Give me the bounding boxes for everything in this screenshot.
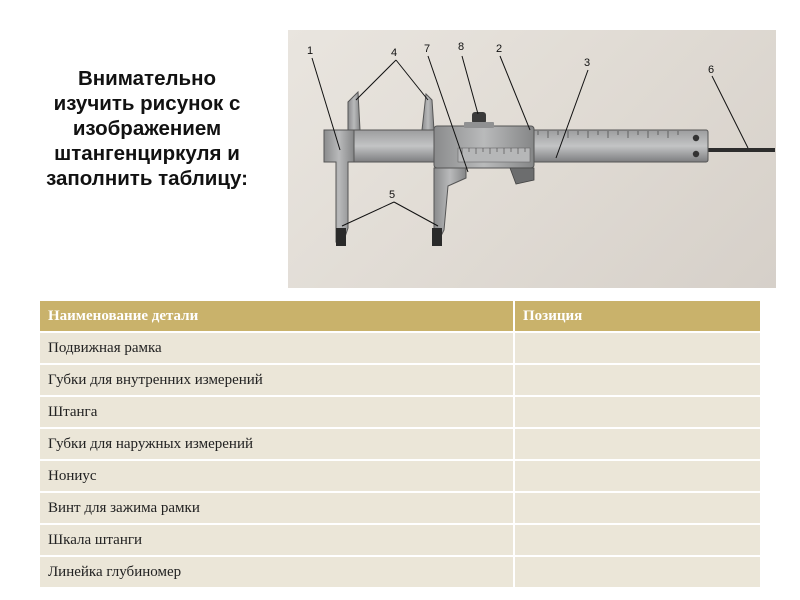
part-name-cell: Губки для наружных измерений <box>40 428 514 460</box>
thumb-grip <box>510 168 534 184</box>
fixed-jaw-tip <box>336 228 346 246</box>
table-header-row <box>40 301 760 332</box>
table-row <box>40 460 760 492</box>
parts-table <box>40 301 760 589</box>
table-row <box>40 556 760 588</box>
table-row <box>40 492 760 524</box>
position-cell[interactable] <box>514 460 760 492</box>
caliper-illustration <box>288 30 776 288</box>
instruction-line: изображением <box>72 117 222 140</box>
table-row <box>40 364 760 396</box>
beam-screw <box>693 151 699 157</box>
table-row <box>40 428 760 460</box>
caliper-photo <box>288 30 776 288</box>
part-name-cell: Винт для зажима рамки <box>40 492 514 524</box>
table-row <box>40 524 760 556</box>
callout-4: 4 <box>391 47 398 59</box>
position-cell[interactable] <box>514 364 760 396</box>
table-row <box>40 332 760 364</box>
table-row <box>40 396 760 428</box>
callout-2: 2 <box>496 43 503 55</box>
instruction-text <box>12 66 282 191</box>
callout-1: 1 <box>307 45 314 57</box>
position-cell[interactable] <box>514 524 760 556</box>
position-cell[interactable] <box>514 428 760 460</box>
callout-3: 3 <box>584 57 591 69</box>
callout-8: 8 <box>458 41 465 53</box>
instruction-line: изучить рисунок с <box>53 92 241 115</box>
callout-7: 7 <box>424 43 431 55</box>
callout-6: 6 <box>708 64 715 76</box>
part-name-cell: Нониус <box>40 460 514 492</box>
part-name-cell: Штанга <box>40 396 514 428</box>
clamp-screw-base <box>464 122 494 128</box>
position-cell[interactable] <box>514 492 760 524</box>
position-cell[interactable] <box>514 556 760 588</box>
callout-5: 5 <box>389 189 396 201</box>
part-name-cell: Линейка глубиномер <box>40 556 514 588</box>
position-cell[interactable] <box>514 396 760 428</box>
instruction-line: штангенциркуля и <box>54 142 240 165</box>
beam-screw <box>693 135 699 141</box>
instruction-line: Внимательно <box>77 67 217 90</box>
position-cell[interactable] <box>514 332 760 364</box>
header-position: Позиция <box>514 301 760 332</box>
part-name-cell: Шкала штанги <box>40 524 514 556</box>
header-part-name: Наименование детали <box>40 301 514 332</box>
movable-jaw-tip <box>432 228 442 246</box>
instruction-line: заполнить таблицу: <box>46 167 248 190</box>
part-name-cell: Подвижная рамка <box>40 332 514 364</box>
part-name-cell: Губки для внутренних измерений <box>40 364 514 396</box>
